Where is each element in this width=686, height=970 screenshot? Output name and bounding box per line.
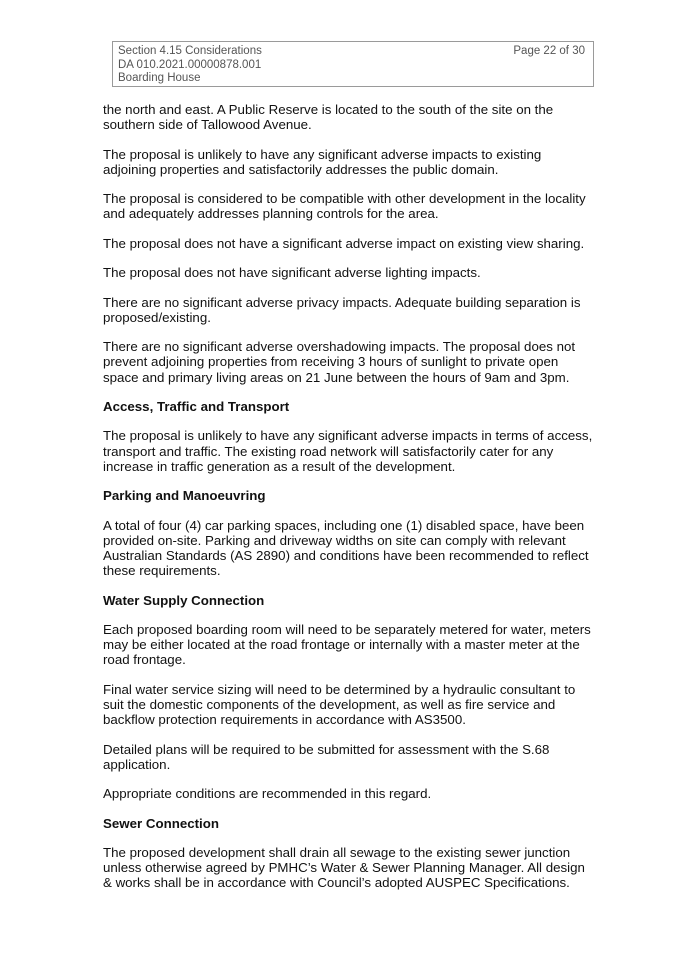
paragraph-water-sizing: Final water service sizing will need to be determined by a hydraulic consultant to suit the domestic components of the development, as well as fire service and backflow protection requirements in accordance with AS3500. bbox=[103, 681, 576, 728]
paragraph-water-metering: Each proposed boarding room will need to be separately metered for water, meters may be either located at the road frontage or internally with a master meter at the road frontage. bbox=[103, 621, 591, 668]
paragraph-view-sharing: The proposal does not have a significant adverse impact on existing view sharing. bbox=[103, 235, 585, 251]
document-body bbox=[103, 102, 593, 905]
header-subject: Boarding House bbox=[118, 72, 201, 84]
heading-sewer-connection: Sewer Connection bbox=[103, 815, 219, 831]
header-da-number: DA 010.2021.00000878.001 bbox=[118, 58, 262, 71]
paragraph-site-context: the north and east. A Public Reserve is located to the south of the site on the southern side of Tallowood Avenue. bbox=[103, 102, 554, 133]
paragraph-access-traffic: The proposal is unlikely to have any significant adverse impacts in terms of access, transport and traffic. The existing road network will satisfactorily cater for any increase in traffic generation as a result of the development. bbox=[103, 428, 593, 474]
paragraph-adjoining-impacts: The proposal is unlikely to have any significant adverse impacts to existing adjoining properties and satisfactorily addresses the public domain. bbox=[103, 146, 542, 177]
heading-access-traffic: Access, Traffic and Transport bbox=[103, 398, 290, 414]
paragraph-lighting: The proposal does not have significant adverse lighting impacts. bbox=[103, 265, 481, 281]
page-number: Page 22 of 30 bbox=[513, 45, 585, 57]
heading-parking: Parking and Manoeuvring bbox=[103, 488, 266, 504]
page-header bbox=[112, 41, 594, 87]
paragraph-compatibility: The proposal is considered to be compatible with other development in the locality and adequately addresses planning controls for the area. bbox=[103, 191, 586, 222]
heading-water-supply: Water Supply Connection bbox=[103, 592, 265, 608]
paragraph-parking: A total of four (4) car parking spaces, including one (1) disabled space, have been provided on-site. Parking and driveway widths on site can comply with relevant Australian Standards (AS 2890) and conditions have been recommended to reflect these requirements. bbox=[103, 517, 589, 579]
paragraph-water-plans: Detailed plans will be required to be submitted for assessment with the S.68 application. bbox=[103, 741, 550, 772]
paragraph-privacy: There are no significant adverse privacy impacts. Adequate building separation is proposed/existing. bbox=[103, 294, 581, 325]
paragraph-water-conditions: Appropriate conditions are recommended in this regard. bbox=[103, 786, 432, 802]
paragraph-sewer-connection: The proposed development shall drain all sewage to the existing sewer junction unless otherwise agreed by PMHC’s Water & Sewer Planning Manager. All design & works shall be in accordance with Council’s adopted AUSPEC Specifications. bbox=[103, 844, 585, 891]
header-section-title: Section 4.15 Considerations bbox=[118, 45, 262, 57]
paragraph-overshadowing: There are no significant adverse overshadowing impacts. The proposal does not prevent adjoining properties from receiving 3 hours of sunlight to private open space and primary living areas on 21 June between the hours of 9am and 3pm. bbox=[103, 339, 576, 385]
